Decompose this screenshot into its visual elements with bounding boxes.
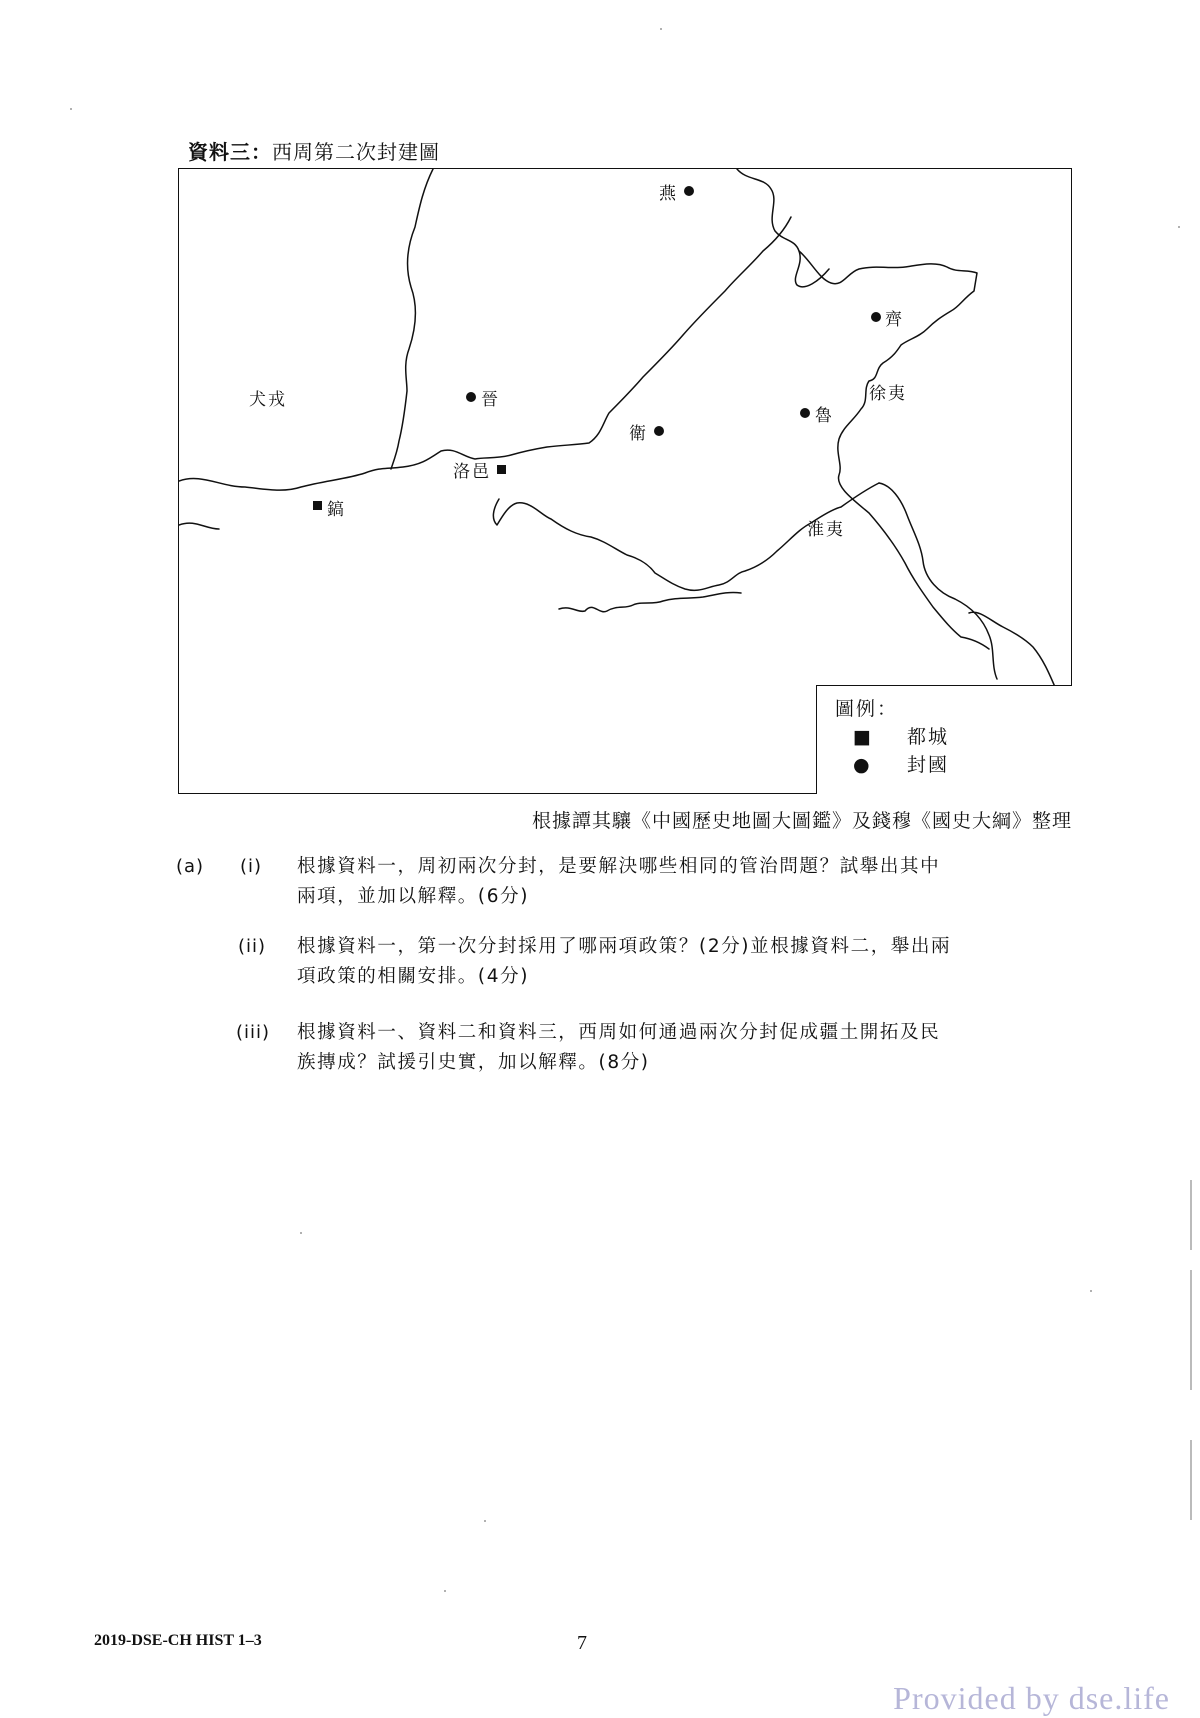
scan-speck bbox=[1178, 226, 1180, 228]
question-number: (ii) bbox=[238, 936, 267, 957]
question-text bbox=[297, 1018, 940, 1078]
marker-luoyi bbox=[497, 465, 506, 474]
watermark: Provided by dse.life bbox=[893, 1680, 1170, 1716]
scan-speck bbox=[660, 28, 662, 30]
source-label: 資料三： bbox=[188, 140, 272, 164]
scan-speck bbox=[70, 108, 72, 110]
question-line: 兩項，並加以解釋。(6分) bbox=[297, 886, 530, 907]
marker-hao bbox=[313, 501, 322, 510]
scan-edge-mark bbox=[1190, 1270, 1192, 1390]
scan-speck bbox=[444, 1590, 446, 1592]
source-title: 西周第二次封建圖 bbox=[272, 140, 440, 164]
label-wei: 衛 bbox=[629, 424, 648, 444]
label-luoyi: 洛邑 bbox=[453, 462, 491, 482]
question-line: 根據資料一、資料二和資料三，西周如何通過兩次分封促成疆土開拓及民 bbox=[297, 1022, 941, 1043]
yellow-river bbox=[179, 217, 791, 490]
label-qi: 齊 bbox=[885, 310, 904, 330]
map-attribution: 根據譚其驤《中國歷史地圖大圖鑑》及錢穆《國史大綱》整理 bbox=[531, 810, 1072, 832]
marker-wei bbox=[654, 426, 664, 436]
question-text bbox=[297, 932, 951, 992]
marker-qi bbox=[871, 312, 881, 322]
yangtze-river bbox=[559, 592, 741, 611]
scan-speck bbox=[300, 1232, 302, 1234]
question-line: 族摶成？試援引史實，加以解釋。(8分) bbox=[297, 1052, 650, 1073]
huai-lower-channel bbox=[879, 483, 997, 679]
part-label: (a) bbox=[176, 856, 205, 877]
question-line: 根據資料一，周初兩次分封，是要解決哪些相同的管治問題？試舉出其中 bbox=[297, 856, 941, 877]
legend-title: 圖例： bbox=[835, 698, 899, 720]
wei-river-branch bbox=[179, 523, 219, 529]
page-number: 7 bbox=[577, 1632, 587, 1654]
question-line: 項政策的相關安排。(4分) bbox=[297, 966, 530, 987]
label-quanrong: 犬戎 bbox=[249, 390, 287, 410]
scan-speck bbox=[1090, 1290, 1092, 1292]
question-text bbox=[297, 852, 940, 912]
label-lu: 魯 bbox=[815, 406, 834, 426]
legend-item-fief bbox=[853, 750, 949, 777]
marker-yan bbox=[684, 186, 694, 196]
label-xuyi: 徐夷 bbox=[869, 384, 907, 404]
scan-speck bbox=[484, 1520, 486, 1522]
square-icon: ■ bbox=[853, 726, 873, 748]
legend-label-capital: 都城 bbox=[907, 726, 950, 748]
label-yan: 燕 bbox=[659, 184, 678, 204]
dot-icon: ● bbox=[853, 754, 872, 776]
marker-lu bbox=[800, 408, 810, 418]
label-hao: 鎬 bbox=[327, 500, 346, 520]
yangtze-river-east bbox=[969, 612, 1055, 687]
label-huaiyi: 淮夷 bbox=[807, 520, 845, 540]
exam-code: 2019-DSE-CH HIST 1–3 bbox=[94, 1632, 262, 1649]
question-number: (iii) bbox=[236, 1022, 271, 1043]
legend-item-capital bbox=[853, 722, 949, 749]
marker-jin bbox=[466, 392, 476, 402]
scan-edge-mark bbox=[1190, 1180, 1192, 1250]
legend-label-fief: 封國 bbox=[907, 754, 950, 776]
question-number: (i) bbox=[240, 856, 263, 877]
map-legend bbox=[816, 685, 1072, 794]
question-line: 根據資料一，第一次分封採用了哪兩項政策？(2分)並根據資料二，舉出兩 bbox=[297, 936, 952, 957]
label-jin: 晉 bbox=[481, 390, 500, 410]
source-heading bbox=[188, 136, 440, 165]
fen-river bbox=[391, 169, 433, 469]
scan-edge-mark bbox=[1190, 1440, 1192, 1520]
